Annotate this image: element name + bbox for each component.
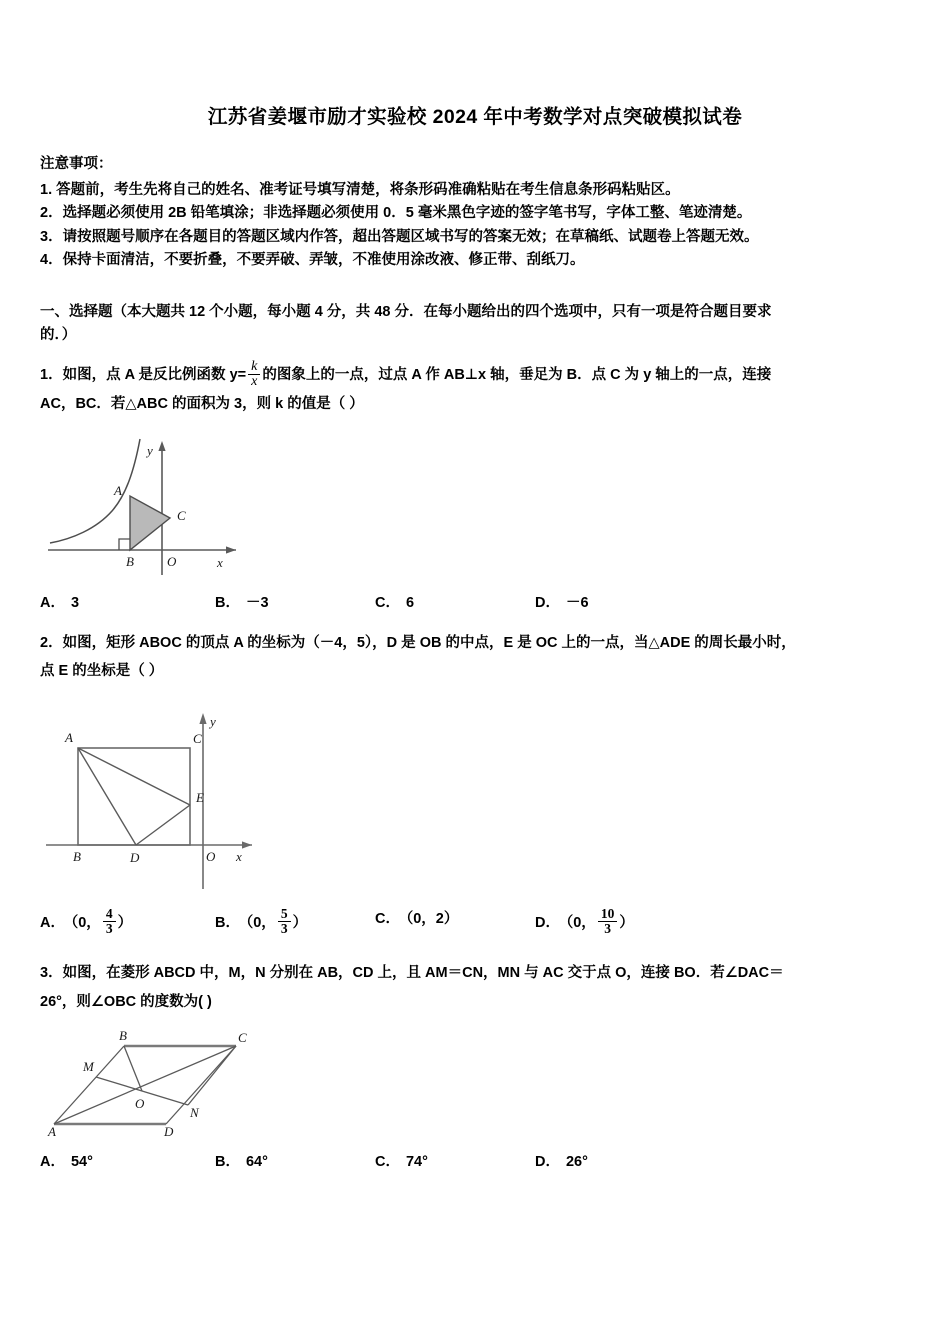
- option-b-label: B．: [215, 594, 240, 611]
- notice-list: [40, 179, 910, 273]
- option-d[interactable]: [535, 907, 634, 936]
- right-angle-mark: [119, 539, 130, 550]
- option-d[interactable]: [535, 591, 589, 612]
- option-a-value: 3: [70, 594, 80, 611]
- question-2-figure: [40, 701, 910, 897]
- segment-de: [136, 805, 190, 845]
- y-axis-arrow: [199, 713, 206, 724]
- option-b[interactable]: [215, 907, 307, 936]
- question-2-options: [40, 907, 910, 947]
- label-x-axis: x: [236, 849, 242, 865]
- label-b: B: [119, 1027, 127, 1043]
- option-b-label: B．: [215, 1153, 240, 1170]
- x-axis-arrow: [226, 546, 236, 553]
- option-d-label: D．: [535, 594, 560, 611]
- page-content: [40, 0, 910, 1176]
- option-c-value: 6: [405, 594, 415, 611]
- label-a: A: [48, 1123, 56, 1138]
- option-a-label: A．: [40, 1153, 65, 1170]
- label-a: A: [114, 482, 122, 498]
- option-c-value: （0，2）: [405, 911, 459, 928]
- label-n: N: [190, 1104, 199, 1120]
- question-3-options: [40, 1150, 910, 1176]
- option-c-label: C．: [375, 911, 400, 928]
- option-a[interactable]: [40, 591, 79, 612]
- fraction-denominator: x: [248, 374, 260, 389]
- fraction-numerator: 10: [600, 906, 615, 922]
- label-c: C: [177, 507, 186, 523]
- option-b-value: －3: [245, 594, 269, 611]
- label-origin: O: [167, 553, 177, 569]
- option-b-prefix: （0，: [245, 915, 276, 932]
- section-heading-line-2: 的．）: [40, 327, 77, 344]
- question-2-stem-line-2: 点 E 的坐标是（ ）: [40, 663, 164, 680]
- segment-cn: [188, 1046, 236, 1105]
- rhombus-abcd-svg: [40, 1022, 270, 1138]
- notice-item: 3．请按照题号顺序在各题目的答题区域内作答，超出答题区域书写的答案无效；在草稿纸、试题卷上答题无效。: [40, 228, 759, 245]
- question-2-stem-line-1: 2．如图，矩形 ABOC 的顶点 A 的坐标为（－4，5），D 是 OB 的中点，E 是 OC 上的一点，当△ADE 的周长最小时，: [40, 634, 796, 651]
- rectangle-aboc-svg: [40, 701, 290, 893]
- option-c-label: C．: [375, 1153, 400, 1170]
- option-d-label: D．: [535, 1153, 560, 1170]
- label-b: B: [73, 849, 81, 865]
- question-1-options: [40, 591, 910, 617]
- fraction-4-over-3: [103, 907, 116, 936]
- notice-heading: 注意事项：: [40, 156, 113, 173]
- fraction-k-over-x: [248, 360, 260, 390]
- side-dc: [166, 1046, 236, 1124]
- question-1-text-after-fraction: 的图象上的一点，过点 A 作 AB⊥x 轴，垂足为 B．点 C 为 y 轴上的一点，连接: [262, 366, 772, 383]
- notice-item: 4．保持卡面清洁，不要折叠，不要弄破、弄皱，不准使用涂改液、修正带、刮纸刀。: [40, 252, 585, 269]
- page-title: 江苏省姜堰市励才实验校 2024 年中考数学对点突破模拟试卷: [207, 106, 743, 128]
- label-d: D: [164, 1123, 174, 1138]
- label-y-axis: y: [210, 714, 216, 730]
- option-a-label: A．: [40, 915, 65, 932]
- triangle-abc-shaded: [130, 496, 170, 550]
- question-3-figure: [40, 1022, 910, 1140]
- section-heading: [40, 301, 910, 348]
- side-ab: [54, 1046, 124, 1124]
- fraction-denominator: 3: [278, 921, 291, 936]
- option-a-value: 54°: [70, 1153, 93, 1170]
- label-c: C: [238, 1029, 247, 1045]
- option-b-suffix: ）: [292, 915, 308, 932]
- option-a-label: A．: [40, 594, 65, 611]
- question-3-stem-line-2: 26°，则∠OBC 的度数为( ): [40, 993, 212, 1010]
- notice-item: 2．选择题必须使用 2B 铅笔填涂；非选择题必须使用 0．5 毫米黑色字迹的签字笔书写，字体工整、笔迹清楚。: [40, 205, 752, 222]
- option-a-prefix: （0，: [70, 915, 101, 932]
- question-3: [40, 959, 910, 1176]
- option-d-label: D．: [535, 915, 560, 932]
- option-d-value: －6: [565, 594, 589, 611]
- option-d-prefix: （0，: [565, 915, 596, 932]
- label-x-axis: x: [217, 554, 223, 570]
- question-1-text-before-fraction: 1．如图，点 A 是反比例函数 y=: [40, 366, 247, 383]
- option-d-value: 26°: [565, 1153, 588, 1170]
- question-2: [40, 629, 910, 948]
- option-b[interactable]: [215, 1150, 268, 1171]
- label-origin: O: [206, 849, 216, 865]
- option-c[interactable]: [375, 1150, 428, 1171]
- option-c-label: C．: [375, 594, 400, 611]
- fraction-5-over-3: [278, 907, 291, 936]
- label-e: E: [196, 790, 204, 806]
- option-a[interactable]: [40, 907, 132, 936]
- fraction-denominator: 3: [598, 921, 618, 936]
- y-axis-arrow: [158, 441, 165, 451]
- question-1-figure: [40, 433, 910, 581]
- question-1-stem: [40, 360, 910, 390]
- fraction-10-over-3: [598, 907, 618, 936]
- x-axis-arrow: [242, 842, 252, 849]
- hyperbola-triangle-svg: [40, 433, 280, 579]
- label-a: A: [65, 730, 73, 746]
- fraction-denominator: 3: [103, 921, 116, 936]
- option-a[interactable]: [40, 1150, 93, 1171]
- fraction-numerator: 5: [280, 906, 288, 922]
- label-b: B: [126, 553, 134, 569]
- option-c[interactable]: [375, 907, 458, 928]
- question-3-stem-line-1: 3．如图，在菱形 ABCD 中，M，N 分别在 AB，CD 上，且 AM＝CN，MN 与 AC 交于点 O，连接 BO．若∠DAC＝: [40, 965, 784, 982]
- label-d: D: [130, 850, 140, 866]
- hyperbola-curve: [50, 439, 140, 543]
- notice-item: 1. 答题前，考生先将自己的姓名、准考证号填写清楚，将条形码准确粘贴在考生信息条形码粘贴区。: [40, 181, 680, 198]
- question-1: [40, 360, 910, 617]
- option-a-suffix: ）: [117, 915, 133, 932]
- diagonal-ac: [54, 1046, 236, 1124]
- question-1-stem-line-2: AC，BC．若△ABC 的面积为 3，则 k 的值是（ ）: [40, 395, 364, 412]
- label-y-axis: y: [147, 442, 153, 458]
- option-b[interactable]: [215, 591, 269, 612]
- fraction-numerator: k: [251, 358, 258, 374]
- option-d-suffix: ）: [619, 915, 634, 932]
- segment-bo: [124, 1046, 142, 1091]
- fraction-numerator: 4: [105, 906, 113, 922]
- option-c-value: 74°: [405, 1153, 428, 1170]
- option-c[interactable]: [375, 591, 414, 612]
- section-heading-line-1: 一、选择题（本大题共 12 个小题，每小题 4 分，共 48 分．在每小题给出的四个选项中，只有一项是符合题目要求: [40, 303, 772, 320]
- label-c: C: [193, 731, 202, 747]
- option-b-value: 64°: [245, 1153, 268, 1170]
- label-m: M: [83, 1058, 94, 1074]
- label-o: O: [135, 1095, 145, 1111]
- option-b-label: B．: [215, 915, 240, 932]
- option-d[interactable]: [535, 1150, 588, 1171]
